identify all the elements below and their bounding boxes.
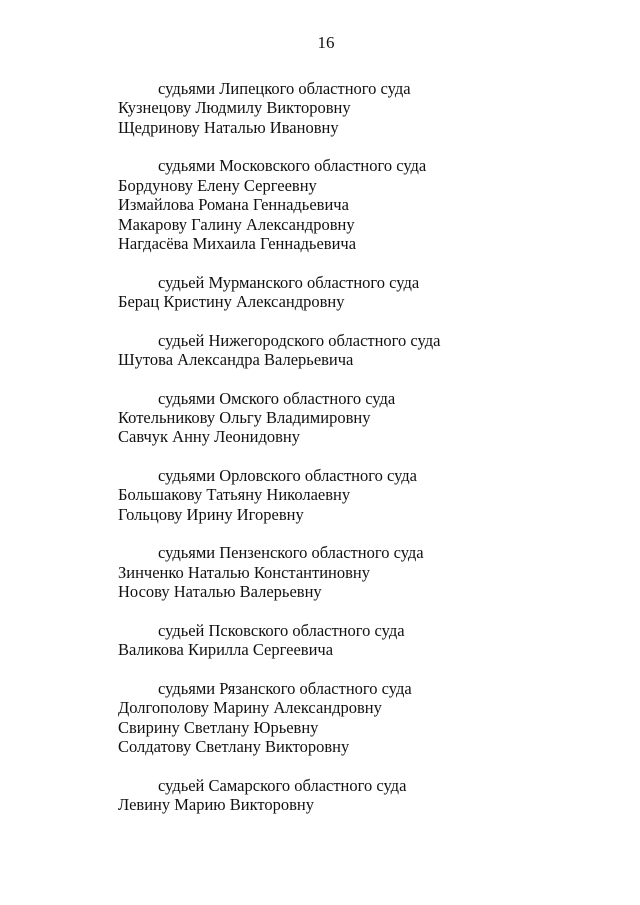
- judge-name: Берац Кристину Александровну: [118, 292, 345, 312]
- judge-name: Шутова Александра Валерьевича: [118, 350, 354, 370]
- judge-name: Гольцову Ирину Игоревну: [118, 504, 304, 524]
- judge-name: Свирину Светлану Юрьевну: [118, 717, 319, 737]
- court-section: [118, 331, 618, 370]
- court-section: [118, 273, 618, 312]
- judge-name: Щедринову Наталью Ивановну: [118, 117, 339, 137]
- judge-name: Кузнецову Людмилу Викторовну: [118, 98, 351, 118]
- court-section: [118, 79, 618, 137]
- appointments-list: [118, 79, 618, 834]
- court-section: [118, 543, 618, 601]
- court-section: [118, 466, 618, 524]
- court-heading: судьями Липецкого областного суда: [158, 79, 411, 98]
- court-heading: судьей Псковского областного суда: [158, 620, 405, 640]
- court-section: [118, 156, 618, 253]
- judge-name: Измайлова Романа Геннадьевича: [118, 195, 349, 215]
- court-section: [118, 389, 618, 447]
- judge-name: Солдатову Светлану Викторовну: [118, 737, 350, 757]
- court-heading: судьей Самарского областного суда: [158, 775, 407, 795]
- court-heading: судьей Мурманского областного суда: [158, 272, 420, 292]
- court-section: [118, 776, 618, 815]
- judge-name: Левину Марию Викторовну: [118, 795, 315, 815]
- court-heading: судьями Рязанского областного суда: [158, 678, 412, 698]
- court-section: [118, 679, 618, 757]
- judge-name: Носову Наталью Валерьевну: [118, 582, 322, 602]
- judge-name: Большакову Татьяну Николаевну: [118, 485, 351, 505]
- court-heading: судьями Омского областного суда: [158, 388, 396, 408]
- court-heading: судьей Нижегородского областного суда: [158, 330, 441, 350]
- judge-name: Савчук Анну Леонидовну: [118, 427, 300, 447]
- judge-name: Зинченко Наталью Константиновну: [118, 562, 370, 582]
- judge-name: Долгополову Марину Александровну: [118, 698, 382, 718]
- court-heading: судьями Пензенского областного суда: [158, 543, 424, 563]
- judge-name: Валикова Кирилла Сергеевича: [118, 640, 334, 660]
- judge-name: Бордунову Елену Сергеевну: [118, 175, 317, 195]
- court-heading: судьями Московского областного суда: [158, 156, 427, 176]
- court-heading: судьями Орловского областного суда: [158, 466, 418, 486]
- judge-name: Нагдасёва Михаила Геннадьевича: [118, 234, 357, 254]
- judge-name: Котельникову Ольгу Владимировну: [118, 408, 371, 428]
- page-number: 16: [317, 33, 335, 52]
- court-section: [118, 621, 618, 660]
- judge-name: Макарову Галину Александровну: [118, 214, 355, 234]
